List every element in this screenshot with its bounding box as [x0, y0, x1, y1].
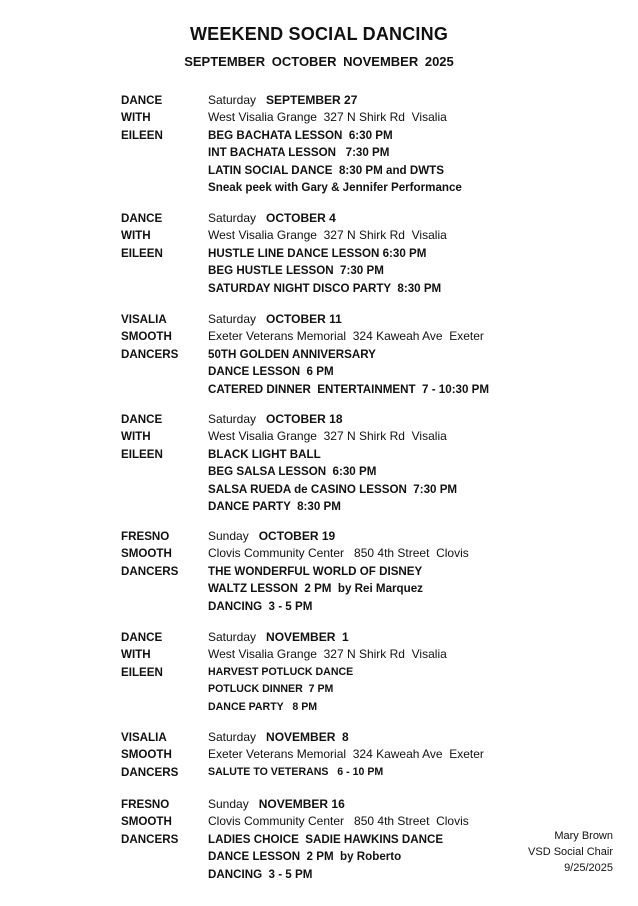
event-day-date [208, 729, 484, 746]
document-title: WEEKEND SOCIAL DANCING [189, 24, 449, 44]
event-organizer [121, 210, 201, 262]
event-details [208, 92, 462, 196]
signature-block [528, 828, 613, 876]
event-date: OCTOBER 18 [266, 412, 343, 426]
organizer-line: DANCERS [121, 564, 179, 578]
event-line: THE WONDERFUL WORLD OF DISNEY [208, 564, 423, 578]
event-day-date [208, 311, 489, 328]
event-details [208, 729, 484, 781]
event-day: Saturday [208, 412, 257, 426]
organizer-line: FRESNO [121, 798, 170, 811]
event-venue: West Visalia Grange 327 N Shirk Rd Visalia [208, 228, 447, 243]
organizer-line: DANCE [121, 413, 163, 426]
event-date: SEPTEMBER 27 [266, 93, 358, 107]
organizer-line: WITH [121, 430, 151, 444]
event-day: Saturday [208, 312, 257, 326]
organizer-line: DANCERS [121, 832, 179, 846]
event-organizer [121, 629, 201, 681]
event-line: CATERED DINNER ENTERTAINMENT 7 - 10:30 PM [208, 382, 490, 396]
event-line: HARVEST POTLUCK DANCE [208, 665, 354, 678]
event-venue: Clovis Community Center 850 4th Street Clovis [208, 546, 469, 561]
event-line: DANCE PARTY 8:30 PM [208, 499, 341, 513]
event-details [208, 311, 489, 398]
event-organizer [121, 796, 201, 848]
event-venue: West Visalia Grange 327 N Shirk Rd Visalia [208, 429, 447, 444]
event-line: DANCE LESSON 6 PM [208, 365, 334, 379]
event-day-date [208, 796, 469, 813]
organizer-line: DANCE [121, 212, 163, 225]
signature-date: 9/25/2025 [564, 862, 613, 874]
event-day: Sunday [208, 529, 249, 543]
event-details [208, 629, 447, 716]
organizer-line: EILEEN [121, 665, 163, 679]
event-venue: West Visalia Grange 327 N Shirk Rd Visalia [208, 110, 447, 125]
organizer-line: DANCERS [121, 765, 179, 779]
event-day: Saturday [208, 211, 257, 225]
event-date: NOVEMBER 8 [266, 730, 349, 744]
event-line: HUSTLE LINE DANCE LESSON 6:30 PM [208, 246, 427, 260]
event-line: Sneak peek with Gary & Jennifer Performance [208, 180, 462, 194]
document-subtitle: SEPTEMBER OCTOBER NOVEMBER 2025 [184, 54, 454, 69]
event-details [208, 528, 469, 615]
event-day-date [208, 92, 462, 109]
event-day: Saturday [208, 730, 257, 744]
event-line: LATIN SOCIAL DANCE 8:30 PM and DWTS [208, 163, 444, 177]
organizer-line: DANCE [121, 94, 163, 107]
event-details [208, 210, 447, 297]
event-date: NOVEMBER 1 [266, 630, 349, 644]
event-line: POTLUCK DINNER 7 PM [208, 683, 334, 696]
organizer-line: VISALIA [121, 313, 167, 326]
organizer-line: DANCERS [121, 347, 179, 361]
event-organizer [121, 528, 201, 580]
organizer-line: SMOOTH [121, 547, 172, 561]
event-line: 50TH GOLDEN ANNIVERSARY [208, 347, 376, 361]
organizer-line: SMOOTH [121, 330, 172, 344]
organizer-line: EILEEN [121, 246, 163, 260]
event-venue: Exeter Veterans Memorial 324 Kaweah Ave Exeter [208, 747, 484, 762]
event-line: SALSA RUEDA de CASINO LESSON 7:30 PM [208, 482, 458, 496]
event-venue: Clovis Community Center 850 4th Street Clovis [208, 814, 469, 829]
event-date: OCTOBER 11 [266, 312, 342, 326]
event-line: DANCING 3 - 5 PM [208, 599, 313, 613]
signature-name: Mary Brown [554, 830, 613, 842]
event-line: BEG HUSTLE LESSON 7:30 PM [208, 264, 384, 278]
event-date: OCTOBER 4 [266, 211, 336, 225]
organizer-line: SMOOTH [121, 748, 172, 762]
event-day-date [208, 629, 447, 646]
organizer-line: EILEEN [121, 447, 163, 461]
organizer-line: VISALIA [121, 731, 167, 744]
event-date: NOVEMBER 16 [258, 797, 345, 811]
event-line: SATURDAY NIGHT DISCO PARTY 8:30 PM [208, 281, 442, 295]
event-line: BEG SALSA LESSON 6:30 PM [208, 465, 377, 479]
event-organizer [121, 311, 201, 363]
event-line: DANCE PARTY 8 PM [208, 700, 318, 713]
organizer-line: WITH [121, 229, 151, 243]
event-line: BEG BACHATA LESSON 6:30 PM [208, 128, 393, 142]
event-details [208, 796, 469, 883]
event-day-date [208, 411, 457, 428]
organizer-line: SMOOTH [121, 815, 172, 829]
event-venue: Exeter Veterans Memorial 324 Kaweah Ave Exeter [208, 329, 484, 344]
organizer-line: WITH [121, 111, 151, 125]
event-date: OCTOBER 19 [258, 529, 336, 543]
event-line: BLACK LIGHT BALL [208, 447, 321, 461]
organizer-line: FRESNO [121, 530, 170, 543]
signature-role: VSD Social Chair [528, 846, 613, 858]
event-line: LADIES CHOICE SADIE HAWKINS DANCE [208, 832, 444, 846]
organizer-line: EILEEN [121, 128, 163, 142]
event-day: Saturday [208, 630, 257, 644]
event-line: WALTZ LESSON 2 PM by Rei Marquez [208, 582, 423, 596]
event-details [208, 411, 457, 515]
event-venue: West Visalia Grange 327 N Shirk Rd Visalia [208, 647, 447, 662]
event-line: DANCING 3 - 5 PM [208, 867, 313, 881]
event-day: Sunday [208, 797, 249, 811]
organizer-line: DANCE [121, 631, 163, 644]
event-line: SALUTE TO VETERANS 6 - 10 PM [208, 765, 384, 778]
event-day-date [208, 528, 469, 545]
event-organizer [121, 92, 201, 144]
event-day: Saturday [208, 93, 257, 107]
event-day-date [208, 210, 447, 227]
event-line: INT BACHATA LESSON 7:30 PM [208, 146, 390, 160]
event-organizer [121, 411, 201, 463]
event-line: DANCE LESSON 2 PM by Roberto [208, 850, 402, 864]
organizer-line: WITH [121, 648, 151, 662]
event-organizer [121, 729, 201, 781]
